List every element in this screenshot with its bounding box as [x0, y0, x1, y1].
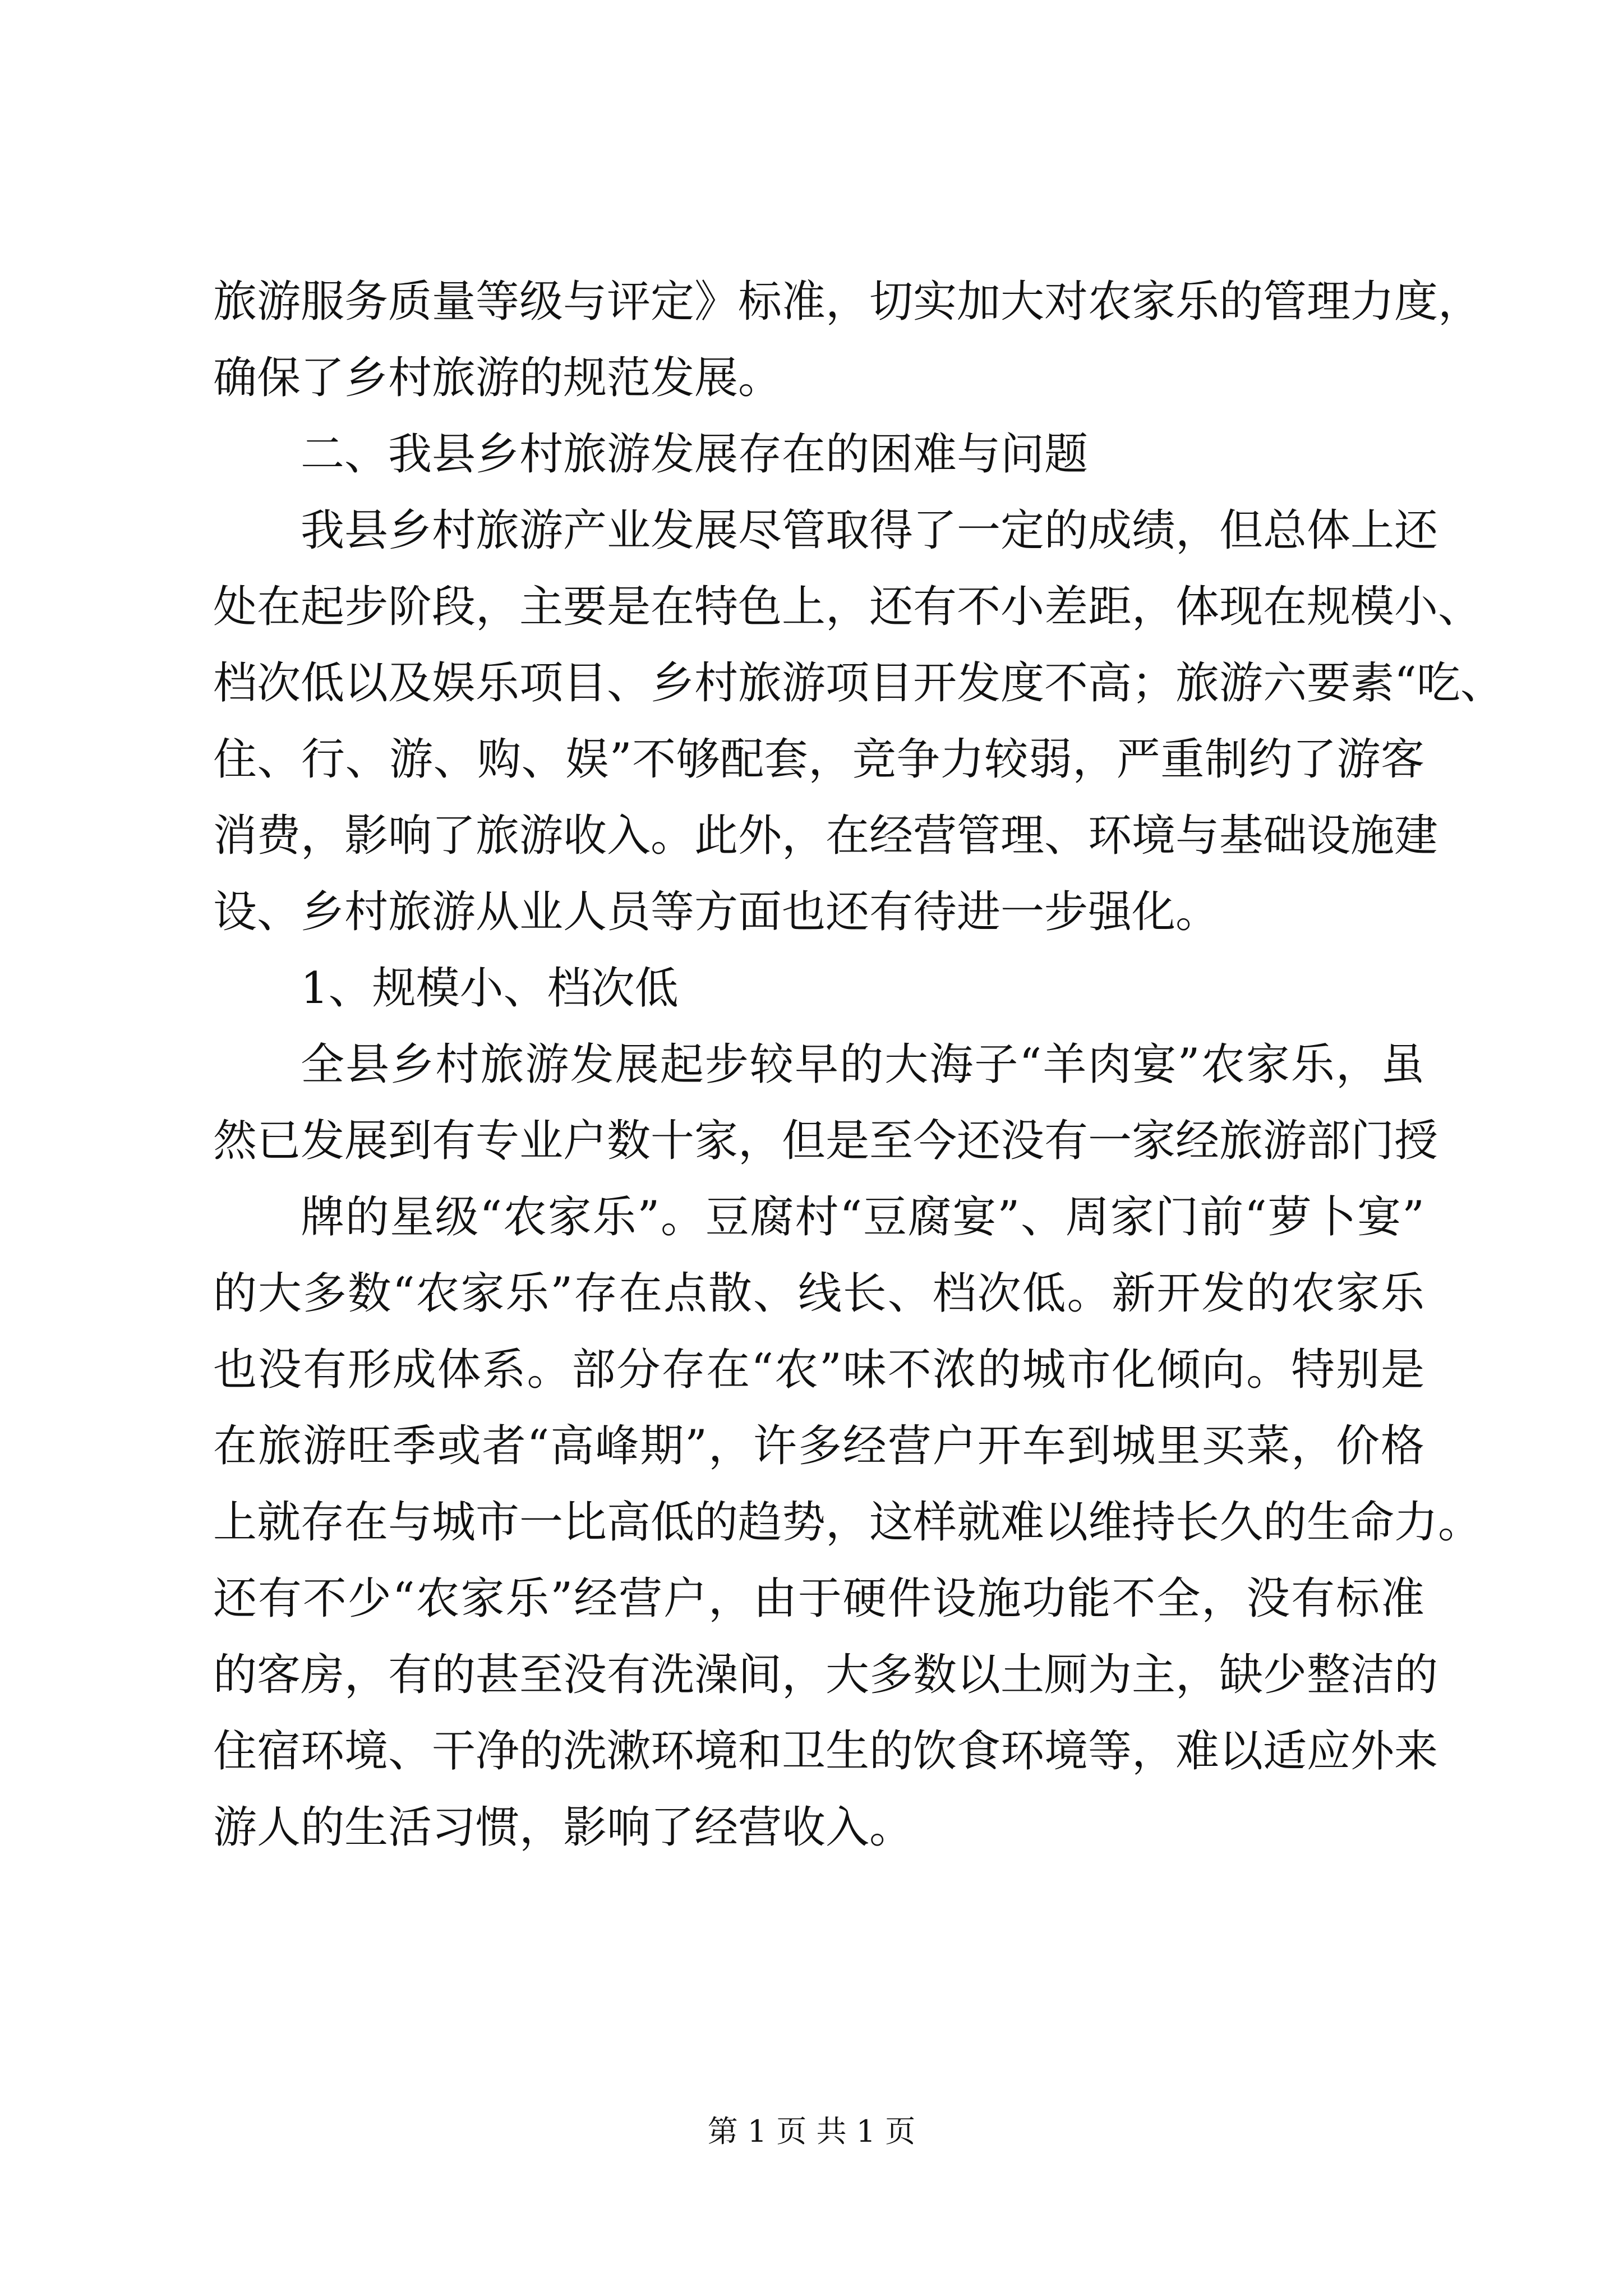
text-line: 也没有形成体系。部分存在“农”味不浓的城市化倾向。特别是: [213, 1345, 1424, 1395]
text-line: 二、我县乡村旅游发展存在的困难与问题: [301, 429, 1089, 480]
body-text: [213, 264, 1504, 1866]
text-line: 住宿环境、干净的洗漱环境和卫生的饮食环境等，难以适应外来: [213, 1726, 1438, 1777]
text-line: 设、乡村旅游从业人员等方面也还有待进一步强化。: [213, 887, 1220, 937]
text-line: 还有不少“农家乐”经营户，由于硬件设施功能不全，没有标准: [213, 1573, 1424, 1624]
text-line: 确保了乡村旅游的规范发展。: [213, 353, 782, 403]
text-line: 全县乡村旅游发展起步较早的大海子“羊肉宴”农家乐，虽: [301, 1039, 1424, 1090]
text-line: 然已发展到有专业户数十家，但是至今还没有一家经旅游部门授: [213, 1116, 1438, 1166]
text-line: 的大多数“农家乐”存在点散、线长、档次低。新开发的农家乐: [213, 1268, 1424, 1319]
text-line: 牌的星级“农家乐”。豆腐村“豆腐宴”、周家门前“萝卜宴”: [301, 1192, 1424, 1243]
text-line: 在旅游旺季或者“高峰期”，许多经营户开车到城里买菜，价格: [213, 1421, 1424, 1471]
text-line: 住、行、游、购、娱”不够配套，竞争力较弱，严重制约了游客: [213, 734, 1424, 785]
text-line: 我县乡村旅游产业发展尽管取得了一定的成绩，但总体上还: [301, 505, 1438, 556]
text-line: 1、规模小、档次低: [301, 963, 679, 1014]
text-line: 游人的生活习惯，影响了经营收入。: [213, 1802, 914, 1853]
text-line: 消费，影响了旅游收入。此外，在经营管理、环境与基础设施建: [213, 811, 1438, 861]
text-line: 处在起步阶段，主要是在特色上，还有不小差距，体现在规模小、: [213, 582, 1482, 632]
text-line: 档次低以及娱乐项目、乡村旅游项目开发度不高；旅游六要素“吃、: [213, 658, 1504, 708]
text-line: 旅游服务质量等级与评定》标准，切实加大对农家乐的管理力度，: [213, 277, 1482, 327]
page-footer: 第 1 页 共 1 页: [707, 2114, 916, 2149]
text-line: 的客房，有的甚至没有洗澡间，大多数以土厕为主，缺少整洁的: [213, 1650, 1438, 1700]
text-line: 上就存在与城市一比高低的趋势，这样就难以维持长久的生命力。: [213, 1497, 1482, 1548]
